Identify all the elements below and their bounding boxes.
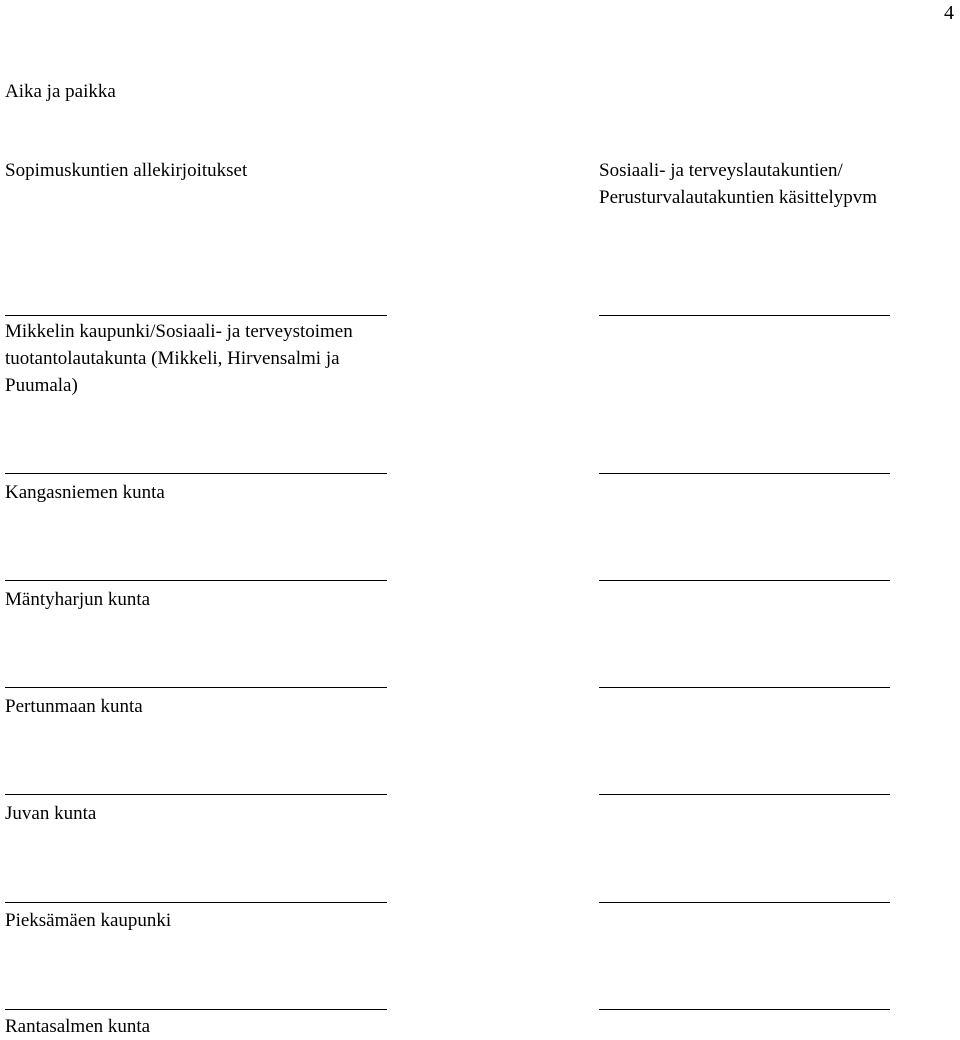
party-name-line: tuotantolautakunta (Mikkeli, Hirvensalmi ja — [5, 348, 340, 369]
party-name-rantasalmi: Rantasalmen kunta — [5, 1016, 151, 1037]
party-name-juva: Juvan kunta — [5, 803, 97, 824]
party-name-pertunmaa: Pertunmaan kunta — [5, 696, 143, 717]
processing-date-label-line1: Sosiaali- ja terveyslautakuntien/ — [599, 160, 843, 181]
date-line — [599, 794, 890, 795]
party-name-mantyharju: Mäntyharjun kunta — [5, 589, 151, 610]
party-name-mikkeli — [5, 318, 455, 399]
signatures-column-label: Sopimuskuntien allekirjoitukset — [5, 160, 248, 181]
date-line — [599, 687, 890, 688]
date-line — [599, 902, 890, 903]
date-line — [599, 580, 890, 581]
processing-date-column-label — [599, 157, 877, 211]
page-number: 4 — [944, 2, 954, 24]
date-line — [599, 1009, 890, 1010]
party-name-line: Mikkelin kaupunki/Sosiaali- ja terveystoimen — [5, 321, 353, 342]
signature-line — [5, 794, 387, 795]
party-name-kangasniemi: Kangasniemen kunta — [5, 482, 165, 503]
signature-line — [5, 902, 387, 903]
signature-line — [5, 315, 387, 316]
signature-line — [5, 580, 387, 581]
processing-date-label-line2: Perusturvalautakuntien käsittelypvm — [599, 187, 878, 208]
signature-line — [5, 1009, 387, 1010]
signature-line — [5, 473, 387, 474]
party-name-line: Puumala) — [5, 375, 78, 396]
signature-line — [5, 687, 387, 688]
party-name-pieksamaki: Pieksämäen kaupunki — [5, 910, 172, 931]
date-line — [599, 473, 890, 474]
place-and-date-heading: Aika ja paikka — [5, 81, 116, 102]
date-line — [599, 315, 890, 316]
